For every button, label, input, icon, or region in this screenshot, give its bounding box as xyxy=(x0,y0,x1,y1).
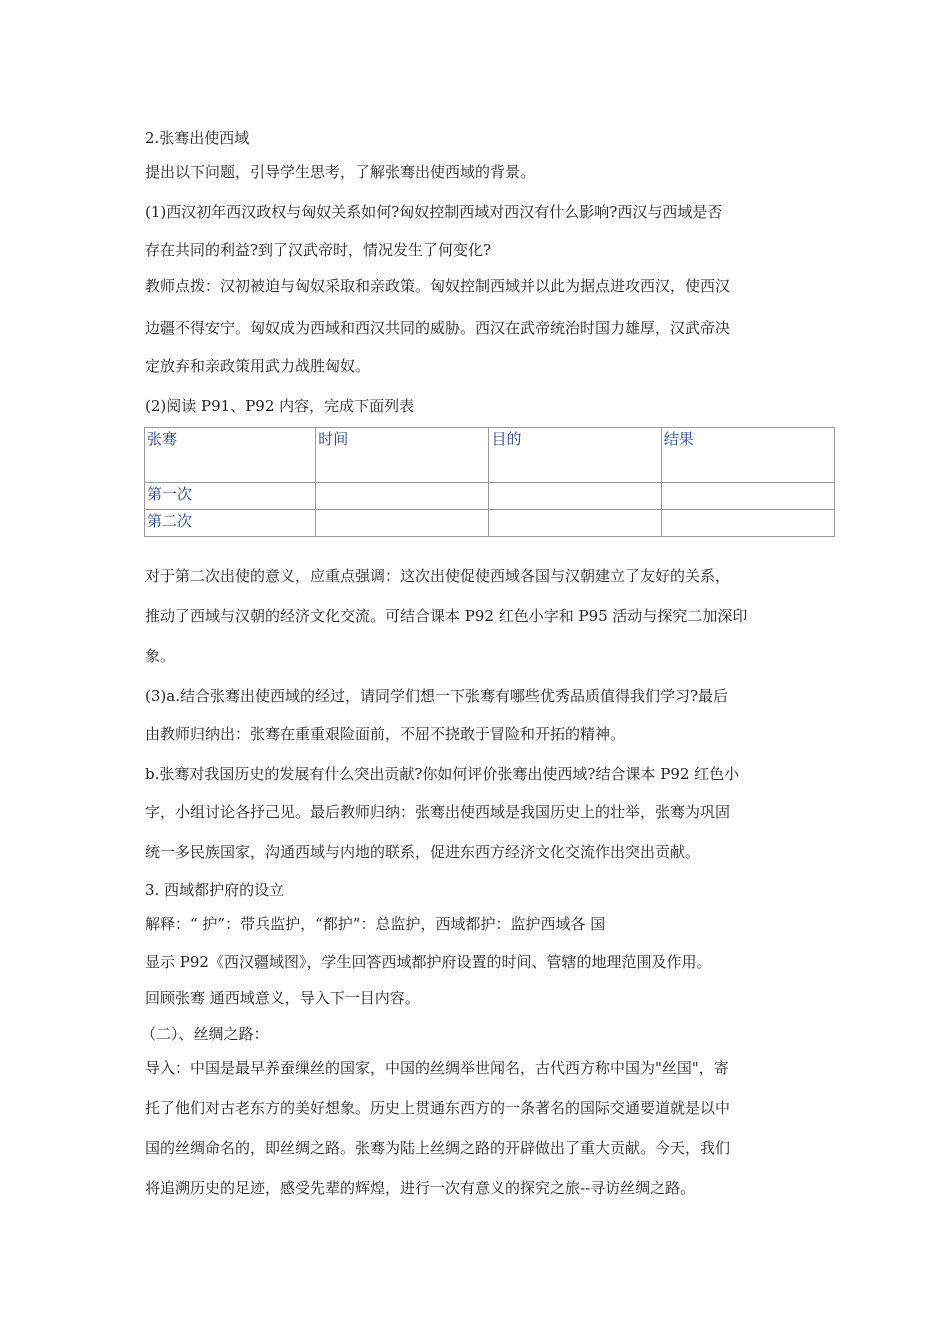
section-heading-zhangqian: 2.张骞出使西域 xyxy=(145,129,250,147)
intro-paragraph: 提出以下问题，引导学生思考，了解张骞出使西域的背景。 xyxy=(145,163,536,181)
silk-road-line-3: 国的丝绸命名的，即丝绸之路。张骞为陆上丝绸之路的开辟做出了重大贡献。今天，我们 xyxy=(145,1139,731,1157)
table-cell xyxy=(316,510,489,537)
table-cell: 第一次 xyxy=(145,483,316,510)
question-2: (2)阅读 P91、P92 内容，完成下面列表 xyxy=(145,397,415,415)
table-header-row xyxy=(145,428,835,483)
table-row xyxy=(145,483,835,510)
review-text: 回顾张骞 通西域意义，导入下一目内容。 xyxy=(145,989,420,1007)
teacher-note-line-3: 定放弃和亲政策用武力战胜匈奴。 xyxy=(145,357,371,375)
significance-line-2: 推动了西域与汉朝的经济文化交流。可结合课本 P92 红色小字和 P95 活动与探究二加深印 xyxy=(145,607,748,625)
explanation-text: 解释：“ 护”：带兵监护，“都护”：总监护，西域都护：监护西域各 国 xyxy=(145,915,606,933)
teacher-note-line-2: 边疆不得安宁。匈奴成为西域和西汉共同的威胁。西汉在武帝统治时国力雄厚，汉武帝决 xyxy=(145,319,731,337)
table-header-cell: 结果 xyxy=(661,428,834,483)
silk-road-line-1: 导入：中国是最早养蚕缫丝的国家，中国的丝绸举世闻名，古代西方称中国为"丝国"，寄 xyxy=(145,1059,729,1077)
table-row xyxy=(145,510,835,537)
table-header-cell: 张骞 xyxy=(145,428,316,483)
significance-line-1: 对于第二次出使的意义，应重点强调：这次出使促使西域各国与汉朝建立了友好的关系， xyxy=(145,567,731,585)
map-question-text: 显示 P92《西汉疆域图》，学生回答西域都护府设置的时间、管辖的地理范围及作用。 xyxy=(145,953,712,971)
table-cell xyxy=(661,483,834,510)
teacher-note-line-1: 教师点拨：汉初被迫与匈奴采取和亲政策。匈奴控制西域并以此为据点进攻西汉，使西汉 xyxy=(145,277,731,295)
question-3a-line-1: (3)a.结合张骞出使西域的经过，请同学们想一下张骞有哪些优秀品质值得我们学习?最后 xyxy=(145,687,729,705)
table-cell xyxy=(489,483,661,510)
question-1-line-2: 存在共同的利益?到了汉武帝时，情况发生了何变化? xyxy=(145,241,492,259)
silk-road-line-4: 将追溯历史的足迹，感受先辈的辉煌，进行一次有意义的探究之旅--寻访丝绸之路。 xyxy=(145,1179,696,1197)
silk-road-line-2: 托了他们对古老东方的美好想象。历史上贯通东西方的一条著名的国际交通要道就是以中 xyxy=(145,1099,731,1117)
question-3b-line-3: 统一多民族国家，沟通西域与内地的联系，促进东西方经济文化交流作出突出贡献。 xyxy=(145,843,701,861)
question-1-line-1: (1)西汉初年西汉政权与匈奴关系如何?匈奴控制西域对西汉有什么影响?西汉与西域是否 xyxy=(145,203,723,221)
table-header-cell: 时间 xyxy=(316,428,489,483)
table-cell xyxy=(316,483,489,510)
question-3b-line-1: b.张骞对我国历史的发展有什么突出贡献?你如何评价张骞出使西域?结合课本 P92 红色小 xyxy=(145,765,740,783)
section-heading-silk-road: （二）、丝绸之路： xyxy=(141,1025,269,1043)
question-3a-line-2: 由教师归纳出：张骞在重重艰险面前，不屈不挠敢于冒险和开拓的精神。 xyxy=(145,725,626,743)
table-cell xyxy=(489,510,661,537)
mission-table xyxy=(144,427,835,537)
section-heading-protectorate: 3. 西域都护府的设立 xyxy=(145,881,285,899)
table-cell xyxy=(661,510,834,537)
question-3b-line-2: 字，小组讨论各抒己见。最后教师归纳：张骞出使西域是我国历史上的壮举，张骞为巩固 xyxy=(145,803,731,821)
significance-line-3: 象。 xyxy=(145,647,176,665)
table-cell: 第二次 xyxy=(145,510,316,537)
table-header-cell: 目的 xyxy=(489,428,661,483)
